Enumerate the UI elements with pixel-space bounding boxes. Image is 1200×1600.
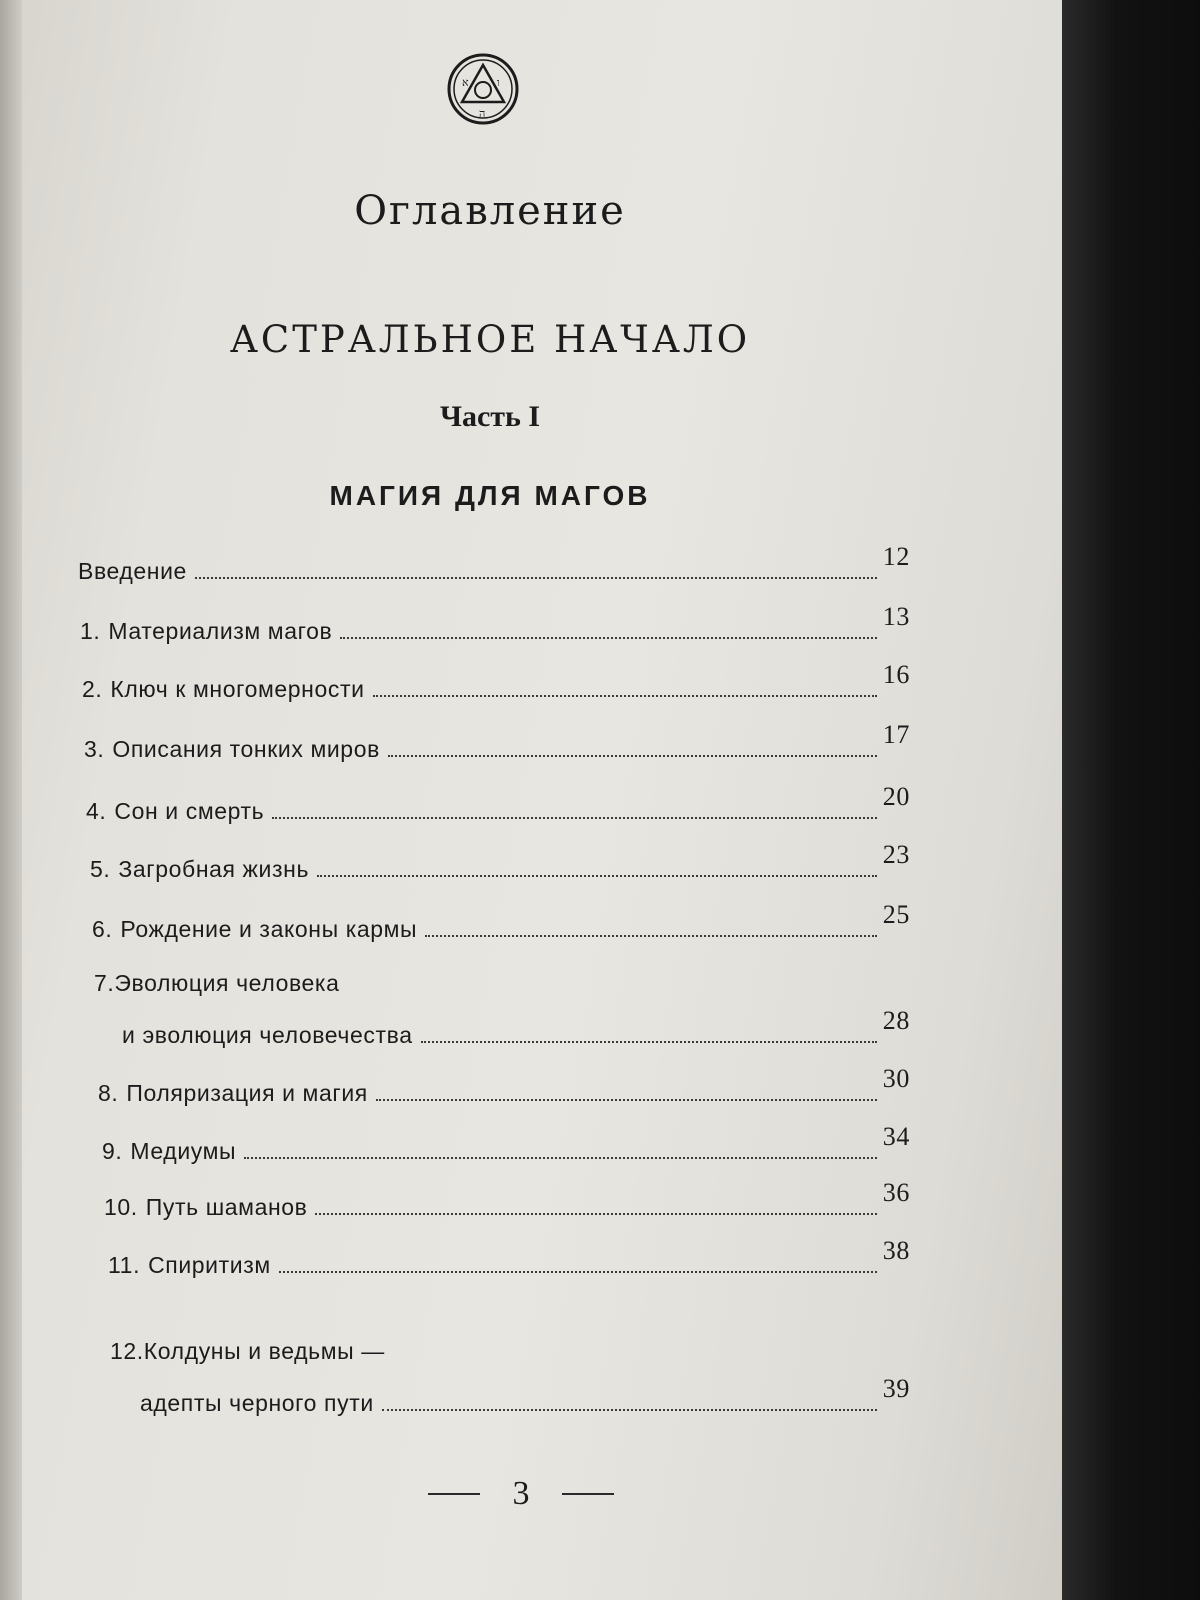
toc-entry-page: 28 [882,1006,910,1035]
toc-dot-leader [373,694,877,697]
toc-entry-number: 1. [80,618,101,644]
toc-dot-leader [315,1212,876,1215]
toc-entry [92,900,910,945]
toc-entry-title [108,1249,271,1281]
toc-entry-number: 8. [98,1080,119,1106]
toc-entry-title-line1: Колдуны и ведьмы — [143,1338,385,1364]
toc-entry-title [102,1135,236,1167]
emblem-letter-he: ה [479,107,486,120]
toc-entry [90,840,910,885]
toc-dot-leader [376,1098,877,1101]
toc-entry-title-text: Материализм магов [108,618,333,644]
toc-entry-page: 36 [882,1178,910,1207]
toc-entry-number: 9. [102,1138,123,1164]
toc-dot-leader [195,576,877,579]
toc-entry [94,967,910,1051]
toc-entry-title [98,1077,368,1109]
toc-entry-title [94,967,910,999]
toc-entry [102,1122,910,1167]
toc-entry-title-text: Рождение и законы кармы [120,916,418,942]
toc-entry-title [110,1335,910,1367]
toc-dot-leader [388,754,877,757]
seal-emblem-icon [446,52,520,126]
toc-entry-title-text: Введение [78,558,187,584]
toc-entry-title-text: Загробная жизнь [118,856,310,882]
contents-heading: Оглавление [354,188,626,234]
toc-entry-title [86,795,264,827]
toc-entry-page: 38 [882,1236,910,1265]
toc-entry-page: 17 [882,720,910,749]
toc-entry-title [80,615,332,647]
toc-dot-leader [382,1408,877,1411]
toc-entry-title-text: Описания тонких миров [112,736,380,762]
toc-entry [86,782,910,827]
toc-entry-title [104,1191,307,1223]
toc-entry [104,1178,910,1223]
toc-dot-leader [317,874,877,877]
toc-entry-title [84,733,380,765]
toc-entry-number: 10. [104,1194,138,1220]
toc-entry-number: 12. [110,1338,144,1364]
subsection-heading: МАГИЯ ДЛЯ МАГОВ [329,480,651,511]
toc-dot-leader [244,1156,877,1159]
toc-entry-page: 23 [882,840,910,869]
toc-entry-number: 2. [82,676,103,702]
toc-entry-number: 4. [86,798,107,824]
toc-entry [80,602,910,647]
toc-entry-title-text: Сон и смерть [114,798,265,824]
toc-entry-title [82,673,365,705]
toc-entry-page: 34 [882,1122,910,1151]
emblem-letter-aleph: א [462,76,469,89]
footer-dash-right [562,1493,614,1495]
toc-entry [98,1064,910,1109]
toc-entry-title-text: Медиумы [130,1138,237,1164]
toc-entry-title-line2: адепты черного пути [140,1390,374,1416]
toc-entry-title [78,555,187,587]
toc-entry-page: 39 [882,1374,910,1403]
toc-entry-page: 13 [882,602,910,631]
toc-dot-leader [279,1270,877,1273]
toc-entry-number: 6. [92,916,113,942]
toc-entry-title [90,853,309,885]
toc-entry-title-text: Ключ к многомерности [110,676,365,702]
toc-entry [78,542,910,587]
toc-entry-page: 25 [882,900,910,929]
toc-dot-leader [425,934,877,937]
page-number: 3 [512,1475,530,1512]
page-footer [428,1475,614,1513]
footer-dash-left [428,1493,480,1495]
toc-entry-title-text: Путь шаманов [145,1194,308,1220]
toc-entry-number: 7. [94,970,115,996]
toc-entry-title-line2: и эволюция человечества [122,1022,413,1048]
toc-entry-title-text: Спиритизм [148,1252,271,1278]
toc-entry-page: 20 [882,782,910,811]
emblem-letter-vav: ו [497,76,500,89]
toc-entry-page: 12 [882,542,910,571]
toc-entry-title-line1: Эволюция человека [114,970,340,996]
toc-entry [84,720,910,765]
toc-dot-leader [340,636,876,639]
toc-entry [110,1335,910,1419]
toc-dot-leader [421,1040,877,1043]
background-edge [1062,0,1200,1600]
toc-dot-leader [272,816,877,819]
toc-entry [82,660,910,705]
section-heading: АСТРАЛЬНОЕ НАЧАЛО [229,318,751,361]
toc-entry-number: 5. [90,856,111,882]
toc-entry-title [92,913,417,945]
toc-entry-page: 30 [882,1064,910,1093]
part-heading: Часть I [439,400,541,433]
toc-entry-number: 11. [108,1252,141,1278]
toc-entry-page: 16 [882,660,910,689]
toc-entry-number: 3. [84,736,105,762]
toc-entry-title-text: Поляризация и магия [126,1080,368,1106]
toc-entry [108,1236,910,1281]
